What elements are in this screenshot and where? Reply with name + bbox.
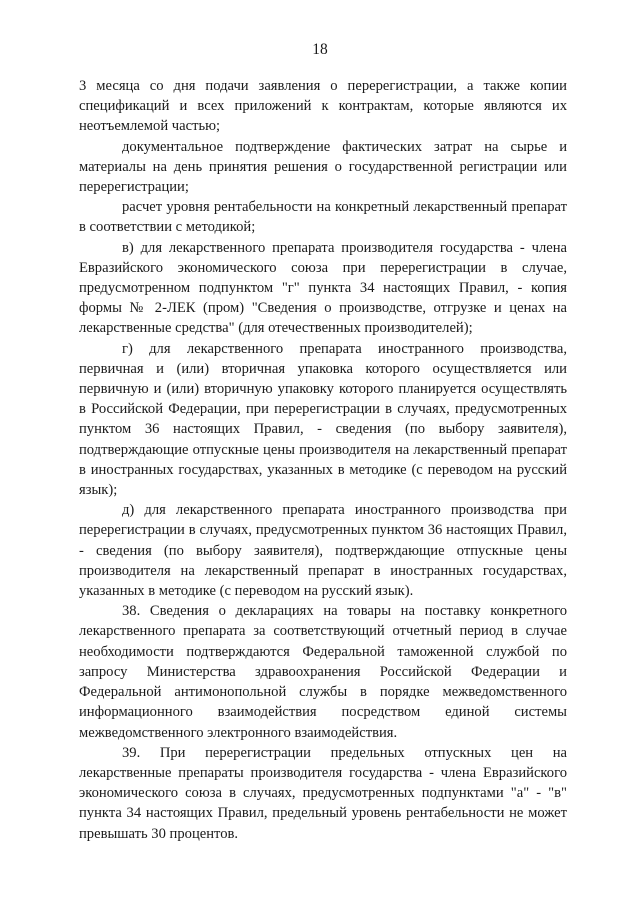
paragraph: 39. При перерегистрации предельных отпускных цен на лекарственные препараты производителя государства - члена Евразийского экономического союза в случаях, предусмотренных подпунктами "а" - "в" пункта 34 настоящих Правил, предельный уровень рентабельности не может превышать 30 процентов.: [79, 744, 567, 842]
paragraph: в) для лекарственного препарата производителя государства - члена Евразийского экономического союза при перерегистрации в случае, предусмотренном подпунктом "г" пункта 34 настоящих Правил, - копия формы № 2-ЛЕК (пром) "Сведения о производстве, отгрузке и ценах на лекарственные средства" (для отечественных производителей);: [79, 239, 567, 337]
page-number: 18: [312, 41, 328, 58]
paragraph: документальное подтверждение фактических затрат на сырье и материалы на день принятия решения о государственной регистрации или перерегистрации;: [79, 138, 567, 196]
document-body: [79, 76, 567, 844]
paragraph: г) для лекарственного препарата иностранного производства, первичная и (или) вторичная упаковка которого осуществляется или первичную и (или) вторичную упаковку которого планируется осуществлять в Российской Федерации, при перерегистрации в случаях, предусмотренных пунктом 36 настоящих Правил, - сведения (по выбору заявителя), подтверждающие отпускные цены производителя на лекарственный препарат в иностранных государствах, указанных в методике (с переводом на русский язык);: [79, 340, 567, 499]
paragraph: 3 месяца со дня подачи заявления о перерегистрации, а также копии спецификаций и всех приложений к контрактам, которые являются их неотъемлемой частью;: [79, 78, 567, 135]
paragraph: д) для лекарственного препарата иностранного производства при перерегистрации в случаях, предусмотренных пунктом 36 настоящих Правил, - сведения (по выбору заявителя), подтверждающие отпускные цены производителя на лекарственный препарат в иностранных государствах, указанных в методике (с переводом на русский язык).: [79, 502, 567, 600]
paragraph: расчет уровня рентабельности на конкретный лекарственный препарат в соответствии с методикой;: [79, 199, 567, 236]
paragraph: 38. Сведения о декларациях на товары на поставку конкретного лекарственного препарата за соответствующий отчетный период в случае необходимости подтверждаются Федеральной таможенной службой по запросу Министерства здравоохранения Российской Федерации и Федеральной антимонопольной службы в порядке межведомственного информационного взаимодействия посредством единой системы межведомственного электронного взаимодействия.: [79, 603, 567, 741]
